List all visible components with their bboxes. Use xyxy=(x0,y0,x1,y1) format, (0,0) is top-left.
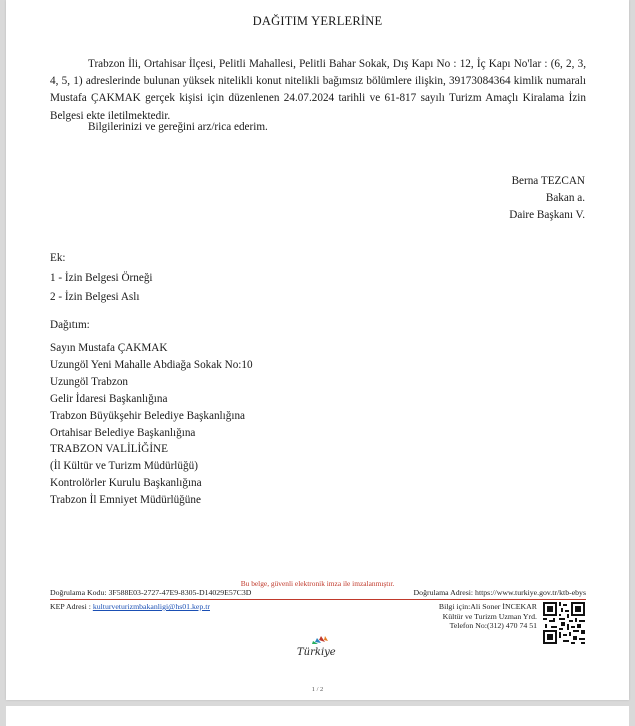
distribution-item: Uzungöl Yeni Mahalle Abdiağa Sokak No:10 xyxy=(50,358,253,371)
verification-code: Doğrulama Kodu: 3F588E03-2727-47E9-8305-D14029E57C3D xyxy=(50,588,252,597)
regards-line: Bilgilerinizi ve gereğini arz/rica ederim. xyxy=(88,121,268,133)
signer-block xyxy=(509,173,585,223)
attachment-item: 2 - İzin Belgesi Aslı xyxy=(50,291,140,303)
distribution-item: Trabzon Büyükşehir Belediye Başkanlığına xyxy=(50,409,246,422)
contact-person: Bilgi için:Ali Soner İNCEKAR xyxy=(438,602,537,611)
body-paragraph: Trabzon İli, Ortahisar İlçesi, Pelitli Mahallesi, Pelitli Bahar Sokak, Dış Kapı No : 12, İç Kapı No'lar : (6, 2, 3, 4, 5, 1) adreslerinde bulunan yüksek nitelikli konut nitelikli bağımsız bölümlere ilişkin, 39173084364 kimlik numaralı Mustafa ÇAKMAK gerçek kişisi için düzenlenen 24.07.2024 tarihli ve 61-817 sayılı Turizm Amaçlı Kiralama İzin Belgesi ekte iletilmektedir. xyxy=(50,58,586,122)
contact-phone: Telefon No:(312) 470 74 51 xyxy=(449,621,537,631)
verification-address[interactable]: Doğrulama Adresi: https://www.turkiye.gov.tr/ktb-ebys xyxy=(413,588,586,597)
attachments-block xyxy=(50,249,153,308)
signer-position: Daire Başkanı V. xyxy=(509,208,585,221)
signer-on-behalf: Bakan a. xyxy=(545,191,585,204)
kep-label: KEP Adresi : xyxy=(50,602,93,611)
distribution-label: Dağıtım: xyxy=(50,319,90,331)
distribution-item: Ortahisar Belediye Başkanlığına xyxy=(50,426,196,439)
distribution-item: Gelir İdaresi Başkanlığına xyxy=(50,392,168,405)
kep-address-line xyxy=(50,602,210,611)
attachment-item: 1 - İzin Belgesi Örneği xyxy=(50,271,153,284)
document-title: DAĞITIM YERLERİNE xyxy=(252,14,383,28)
contact-title: Kültür ve Turizm Uzman Yrd. xyxy=(442,611,537,621)
document-body xyxy=(50,56,586,125)
verification-line xyxy=(50,588,586,600)
distribution-item: Kontrolörler Kurulu Başkanlığına xyxy=(50,477,202,490)
kep-address-link[interactable]: kulturveturizmbakanligi@hs01.kep.tr xyxy=(92,602,210,611)
turkiye-logo xyxy=(291,633,351,659)
page-number: 1 / 2 xyxy=(311,686,324,693)
distribution-item: Trabzon İl Emniyet Müdürlüğüne xyxy=(50,494,201,507)
contact-block xyxy=(439,602,537,631)
secure-signature-note: Bu belge, güvenli elektronik imza ile imzalanmıştır. xyxy=(240,579,395,588)
distribution-item: TRABZON VALİLİĞİNE xyxy=(50,443,168,456)
distribution-item: Uzungöl Trabzon xyxy=(50,375,129,388)
attachments-label: Ek: xyxy=(50,252,66,264)
document-page xyxy=(6,0,629,700)
logo-wordmark: Türkiye xyxy=(297,647,336,658)
distribution-item: (İl Kültür ve Turizm Müdürlüğü) xyxy=(50,460,198,473)
distribution-list xyxy=(50,340,253,509)
signer-name: Berna TEZCAN xyxy=(511,175,585,187)
distribution-item: Sayın Mustafa ÇAKMAK xyxy=(50,342,168,354)
next-page-edge xyxy=(6,706,629,726)
qr-code-icon xyxy=(543,602,585,644)
